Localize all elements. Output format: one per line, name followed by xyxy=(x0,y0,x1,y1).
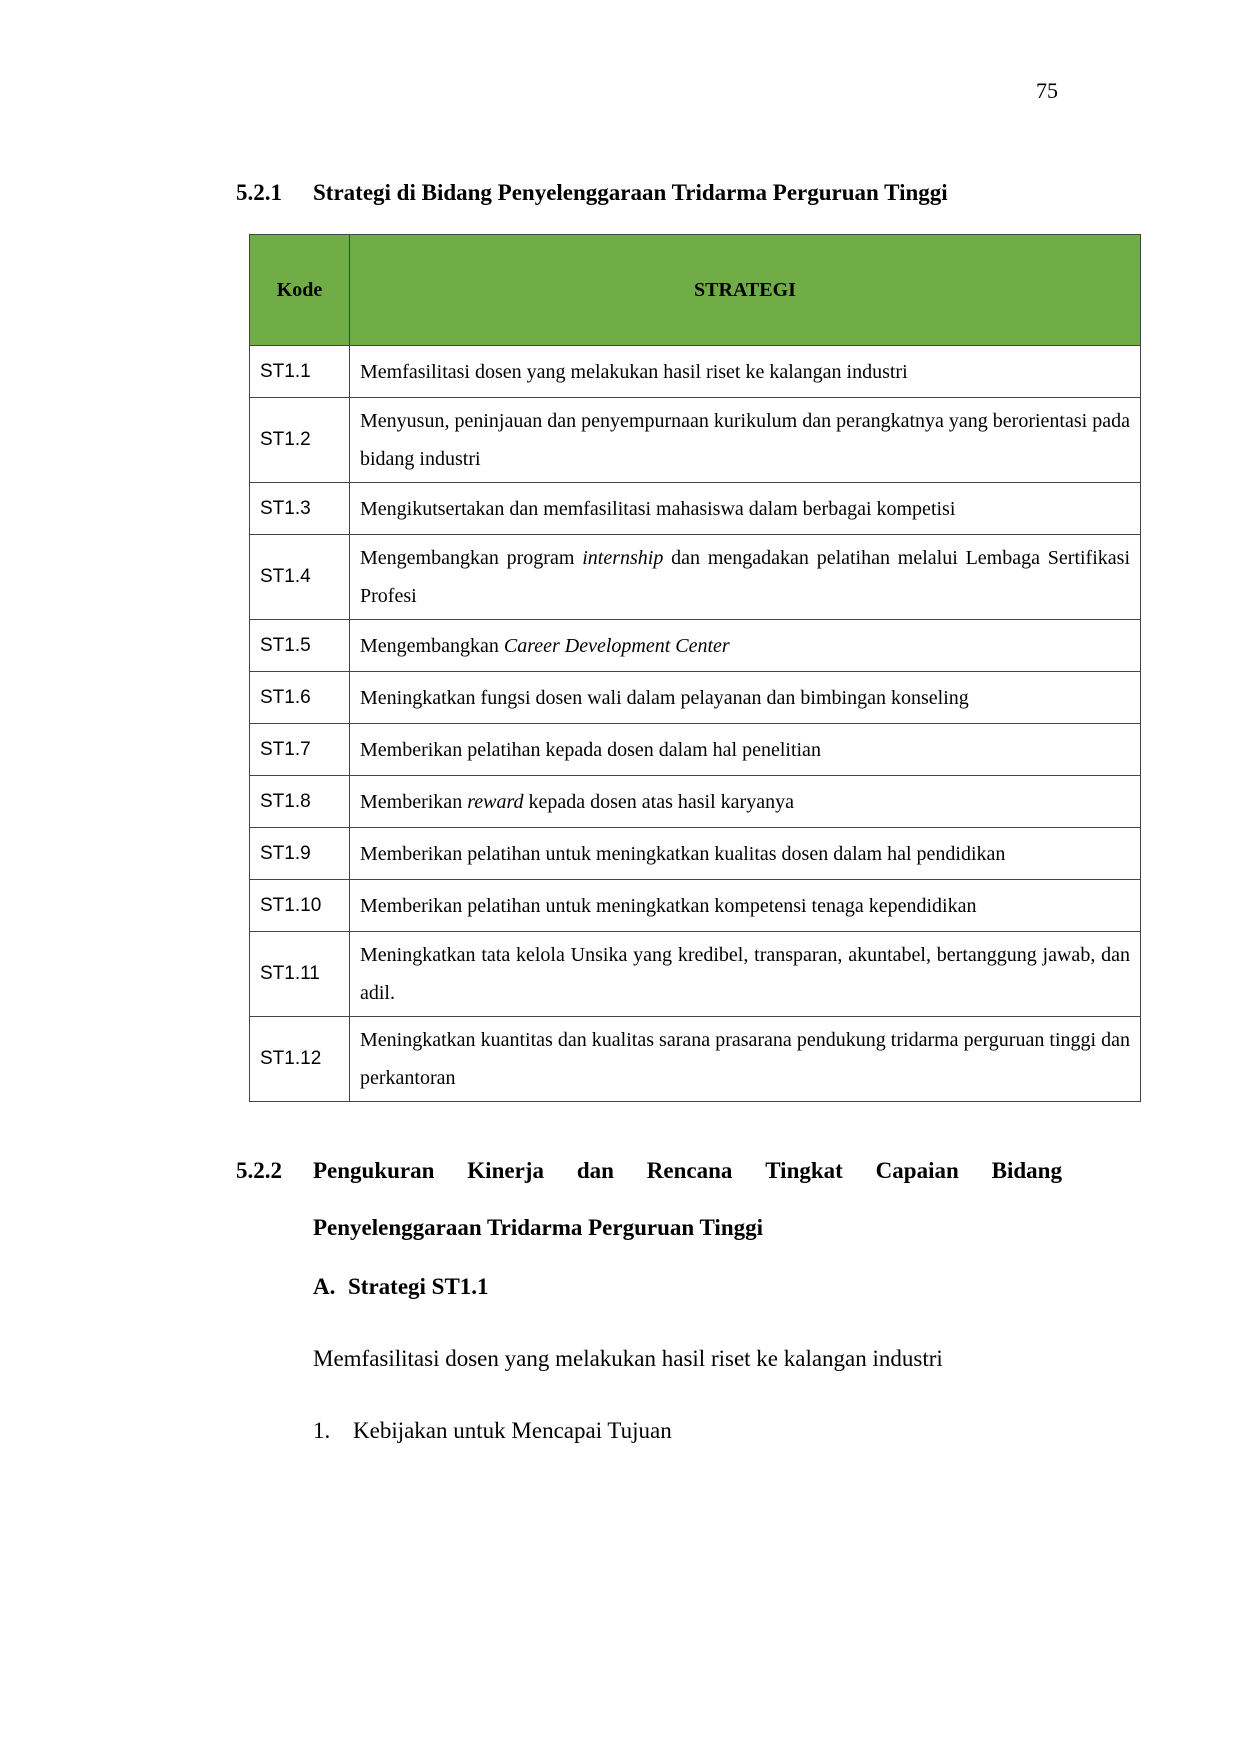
list-number: 1. xyxy=(313,1418,331,1443)
strategy-description xyxy=(350,932,1141,1017)
strategy-description xyxy=(350,398,1141,483)
strategy-description xyxy=(350,672,1141,724)
section-number: 5.2.2 xyxy=(236,1158,282,1183)
section-title-line1 xyxy=(313,1158,1062,1184)
strategy-code: ST1.4 xyxy=(250,535,350,620)
description-text: Mengembangkan xyxy=(360,634,504,657)
table-row xyxy=(250,724,1141,776)
description-text: Memberikan pelatihan untuk meningkatkan kualitas dosen dalam hal pendidikan xyxy=(360,842,1006,865)
table-row xyxy=(250,828,1141,880)
table-row xyxy=(250,346,1141,398)
strategy-description xyxy=(350,535,1141,620)
description-text: Memberikan pelatihan untuk meningkatkan kompetensi tenaga kependidikan xyxy=(360,894,977,917)
title-word: Pengukuran xyxy=(313,1158,435,1183)
strategy-description xyxy=(350,620,1141,672)
strategy-description xyxy=(350,483,1141,535)
strategy-code: ST1.6 xyxy=(250,672,350,724)
section-title: Strategi di Bidang Penyelenggaraan Tridarma Perguruan Tinggi xyxy=(313,180,948,205)
table-row xyxy=(250,880,1141,932)
description-text: Memberikan xyxy=(360,790,468,813)
table-row xyxy=(250,1017,1141,1102)
description-text-after: dan mengadakan pelatihan melalui Lembaga Sertifikasi Profesi xyxy=(360,547,1130,607)
strategy-code: ST1.1 xyxy=(250,346,350,398)
description-text: Meningkatkan tata kelola Unsika yang kredibel, transparan, akuntabel, bertanggung jawab, dan adil. xyxy=(360,944,1130,1004)
table-body xyxy=(250,346,1141,1102)
description-text: Meningkatkan kuantitas dan kualitas sarana prasarana pendukung tridarma perguruan tinggi dan perkantoran xyxy=(360,1029,1130,1089)
description-italic: internship xyxy=(582,547,664,569)
sub-letter: A. xyxy=(313,1274,336,1299)
title-word: Rencana xyxy=(646,1158,733,1183)
strategy-code: ST1.7 xyxy=(250,724,350,776)
strategy-code: ST1.2 xyxy=(250,398,350,483)
description-italic: reward xyxy=(467,790,524,813)
description-text-after: kepada dosen atas hasil karyanya xyxy=(523,790,794,813)
table-row xyxy=(250,776,1141,828)
strategy-table xyxy=(249,234,1141,1102)
title-word: Capaian xyxy=(875,1158,959,1183)
paragraph: Memfasilitasi dosen yang melakukan hasil riset ke kalangan industri xyxy=(313,1346,943,1371)
list-text: Kebijakan untuk Mencapai Tujuan xyxy=(353,1418,672,1443)
description-text: Mengikutsertakan dan memfasilitasi mahasiswa dalam berbagai kompetisi xyxy=(360,497,956,520)
strategy-code: ST1.10 xyxy=(250,880,350,932)
table-row xyxy=(250,483,1141,535)
strategy-code: ST1.9 xyxy=(250,828,350,880)
description-text: Meningkatkan fungsi dosen wali dalam pelayanan dan bimbingan konseling xyxy=(360,686,969,709)
description-text: Memfasilitasi dosen yang melakukan hasil riset ke kalangan industri xyxy=(360,360,908,383)
title-word: Kinerja xyxy=(467,1158,544,1183)
strategy-description xyxy=(350,724,1141,776)
table-row xyxy=(250,932,1141,1017)
description-text: Menyusun, peninjauan dan penyempurnaan kurikulum dan perangkatnya yang berorientasi pada bidang industri xyxy=(360,410,1130,470)
strategy-code: ST1.11 xyxy=(250,932,350,1017)
header-code: Kode xyxy=(250,235,350,346)
strategy-description xyxy=(350,1017,1141,1102)
description-text: Mengembangkan program xyxy=(360,547,583,569)
section-number: 5.2.1 xyxy=(236,180,282,205)
table-row xyxy=(250,535,1141,620)
section-title-line2: Penyelenggaraan Tridarma Perguruan Tinggi xyxy=(313,1215,764,1240)
strategy-code: ST1.3 xyxy=(250,483,350,535)
strategy-code: ST1.12 xyxy=(250,1017,350,1102)
description-italic: Career Development Center xyxy=(503,634,730,657)
sub-title: Strategi ST1.1 xyxy=(348,1274,489,1299)
strategy-description xyxy=(350,880,1141,932)
strategy-description xyxy=(350,776,1141,828)
header-strategy: STRATEGI xyxy=(350,235,1141,346)
strategy-code: ST1.8 xyxy=(250,776,350,828)
table-row xyxy=(250,398,1141,483)
strategy-code: ST1.5 xyxy=(250,620,350,672)
page-number: 75 xyxy=(1036,78,1058,103)
table-row xyxy=(250,620,1141,672)
description-text: Memberikan pelatihan kepada dosen dalam hal penelitian xyxy=(360,738,821,761)
title-word: Tingkat xyxy=(765,1158,843,1183)
title-word: dan xyxy=(576,1158,614,1183)
title-word: Bidang xyxy=(991,1158,1062,1183)
strategy-description xyxy=(350,346,1141,398)
table-row xyxy=(250,672,1141,724)
strategy-description xyxy=(350,828,1141,880)
